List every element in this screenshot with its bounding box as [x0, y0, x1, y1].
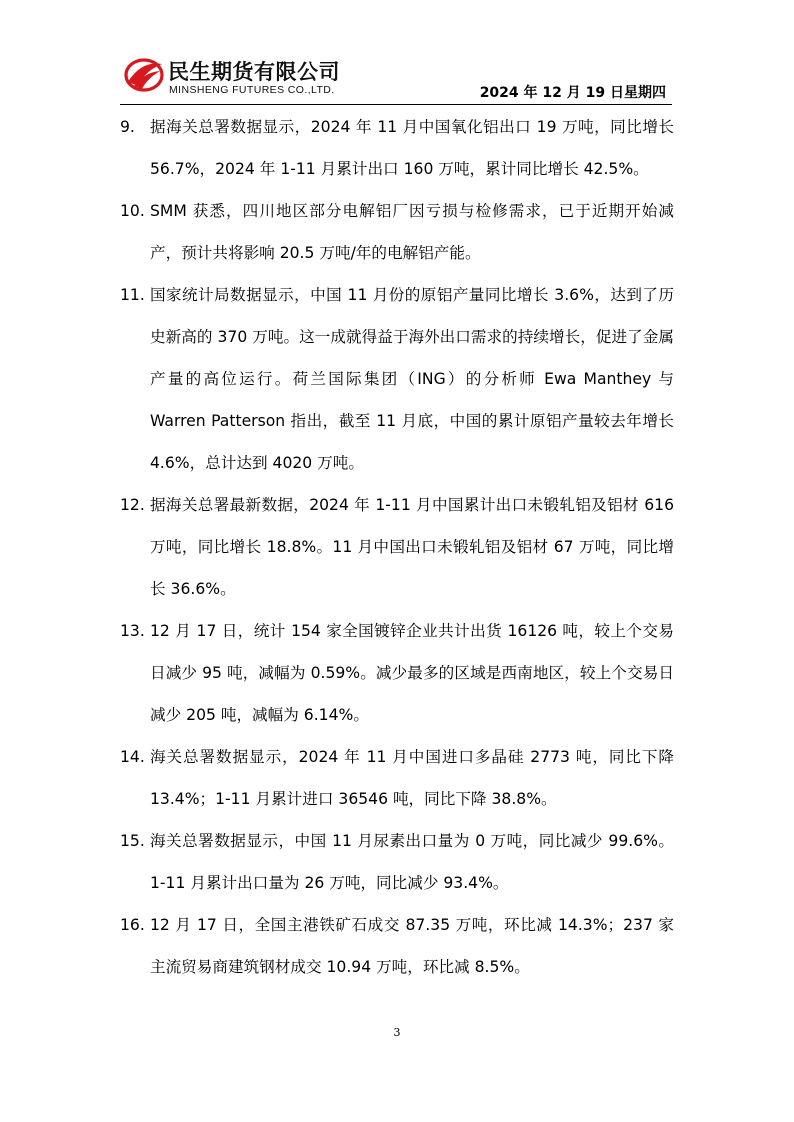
item-text: 海关总署数据显示，中国 11 月尿素出口量为 0 万吨，同比减少 99.6%。1-11 月累计出口量为 26 万吨，同比减少 93.4%。: [150, 832, 674, 892]
item-number: 13.: [120, 622, 145, 640]
list-item: [120, 484, 674, 610]
list-item: [120, 190, 674, 274]
item-text: 国家统计局数据显示，中国 11 月份的原铝产量同比增长 3.6%，达到了历史新高的 370 万吨。这一成就得益于海外出口需求的持续增长，促进了金属产量的高位运行。荷兰国际集团（ING）的分析师 Ewa Manthey 与 Warren Patterson 指出，截至 11 月底，中国的累计原铝产量较去年增长 4.6%，总计达到 4020 万吨。: [150, 286, 674, 472]
minsheng-logo-icon: [124, 56, 164, 92]
item-text: 据海关总署数据显示，2024 年 11 月中国氧化铝出口 19 万吨，同比增长 56.7%，2024 年 1-11 月累计出口 160 万吨，累计同比增长 42.5%。: [150, 118, 674, 178]
item-text: 据海关总署最新数据，2024 年 1-11 月中国累计出口未锻轧铝及铝材 616 万吨，同比增长 18.8%。11 月中国出口未锻轧铝及铝材 67 万吨，同比增长 36.6%。: [150, 496, 674, 598]
item-number: 10.: [120, 202, 145, 220]
item-text: 12 月 17 日，统计 154 家全国镀锌企业共计出货 16126 吨，较上个交易日减少 95 吨，减幅为 0.59%。减少最多的区域是西南地区，较上个交易日减少 205 吨，减幅为 6.14%。: [150, 622, 674, 724]
list-item: [120, 610, 674, 736]
item-number: 12.: [120, 496, 145, 514]
item-number: 11.: [120, 286, 145, 304]
item-number: 14.: [120, 748, 145, 766]
news-list: [120, 106, 674, 988]
report-date: 2024 年 12 月 19 日星期四: [479, 85, 666, 101]
item-text: 海关总署数据显示，2024 年 11 月中国进口多晶硅 2773 吨，同比下降 13.4%；1-11 月累计进口 36546 吨，同比下降 38.8%。: [150, 748, 674, 808]
list-item: [120, 106, 674, 190]
item-text: SMM 获悉，四川地区部分电解铝厂因亏损与检修需求，已于近期开始减产，预计共将影响 20.5 万吨/年的电解铝产能。: [150, 202, 674, 262]
company-name-en: MINSHENG FUTURES CO.,LTD.: [169, 84, 335, 96]
page-header: [120, 50, 672, 105]
item-number: 16.: [120, 916, 145, 934]
company-name-cn: 民生期货有限公司: [168, 60, 340, 84]
list-item: [120, 274, 674, 484]
page-number: 3: [393, 1026, 401, 1039]
item-number: 15.: [120, 832, 145, 850]
list-item: [120, 820, 674, 904]
item-text: 12 月 17 日，全国主港铁矿石成交 87.35 万吨，环比减 14.3%；237 家主流贸易商建筑钢材成交 10.94 万吨，环比减 8.5%。: [150, 916, 674, 976]
list-item: [120, 736, 674, 820]
list-item: [120, 904, 674, 988]
item-number: 9.: [120, 118, 135, 136]
